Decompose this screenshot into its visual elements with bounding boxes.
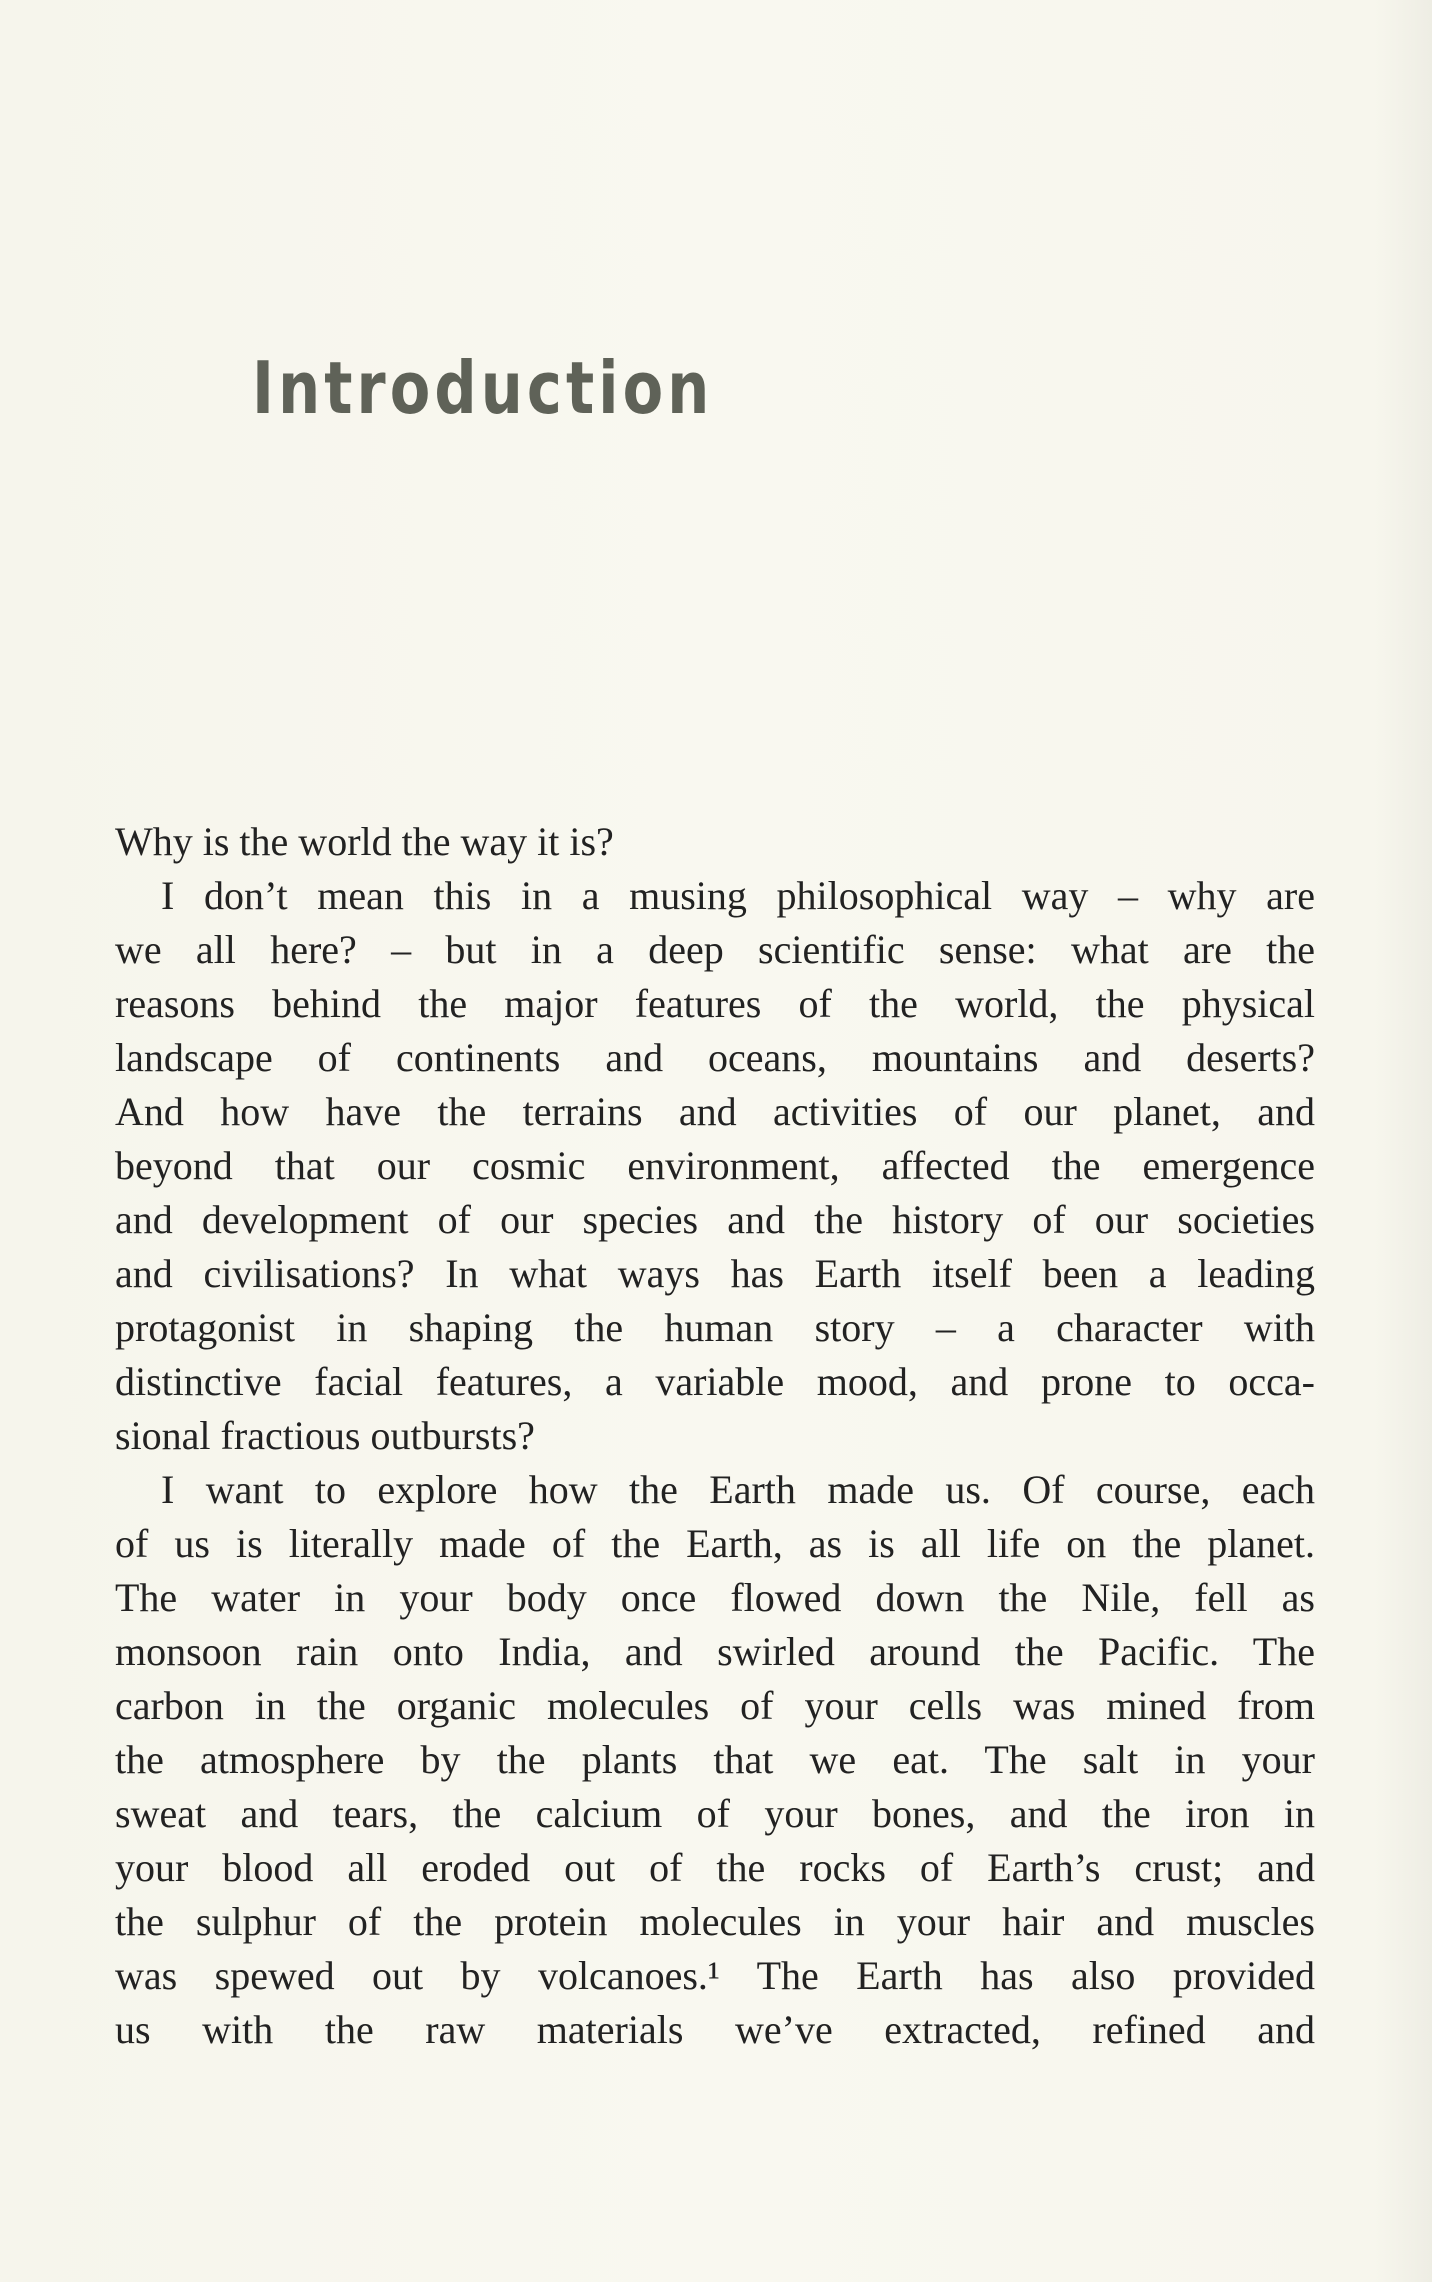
text-line: The water in your body once flowed down the Nile, fell as bbox=[115, 1575, 1315, 1620]
text-line: And how have the terrains and activities of our planet, and bbox=[115, 1089, 1315, 1134]
text-line: carbon in the organic molecules of your cells was mined from bbox=[115, 1683, 1315, 1728]
text-line: Why is the world the way it is? bbox=[115, 819, 614, 864]
text-line: I don’t mean this in a musing philosophical way – why are bbox=[161, 873, 1315, 918]
body-text bbox=[115, 815, 1315, 2057]
paragraph-1 bbox=[115, 815, 1315, 869]
text-line: and development of our species and the history of our societies bbox=[115, 1197, 1315, 1242]
text-line: your blood all eroded out of the rocks of Earth’s crust; and bbox=[115, 1845, 1315, 1890]
text-line: of us is literally made of the Earth, as is all life on the planet. bbox=[115, 1521, 1315, 1566]
text-line: reasons behind the major features of the world, the physical bbox=[115, 981, 1315, 1026]
text-line: the sulphur of the protein molecules in your hair and muscles bbox=[115, 1899, 1315, 1944]
text-line: protagonist in shaping the human story – a character with bbox=[115, 1305, 1315, 1350]
text-line: we all here? – but in a deep scientific sense: what are the bbox=[115, 927, 1315, 972]
text-line: beyond that our cosmic environment, affected the emergence bbox=[115, 1143, 1315, 1188]
text-line: sweat and tears, the calcium of your bones, and the iron in bbox=[115, 1791, 1315, 1836]
paragraph-2 bbox=[115, 869, 1315, 1463]
text-line: was spewed out by volcanoes.¹ The Earth has also provided bbox=[115, 1953, 1315, 1998]
text-line: I want to explore how the Earth made us. Of course, each bbox=[161, 1467, 1315, 1512]
text-line: the atmosphere by the plants that we eat. The salt in your bbox=[115, 1737, 1315, 1782]
text-line: monsoon rain onto India, and swirled around the Pacific. The bbox=[115, 1629, 1315, 1674]
text-line: distinctive facial features, a variable mood, and prone to occa- bbox=[115, 1359, 1315, 1404]
text-line: landscape of continents and oceans, mountains and deserts? bbox=[115, 1035, 1315, 1080]
text-line: us with the raw materials we’ve extracted, refined and bbox=[115, 2007, 1315, 2052]
text-line: sional fractious outbursts? bbox=[115, 1413, 535, 1458]
chapter-title: Introduction bbox=[252, 346, 714, 430]
paragraph-3 bbox=[115, 1463, 1315, 2057]
text-line: and civilisations? In what ways has Earth itself been a leading bbox=[115, 1251, 1315, 1296]
